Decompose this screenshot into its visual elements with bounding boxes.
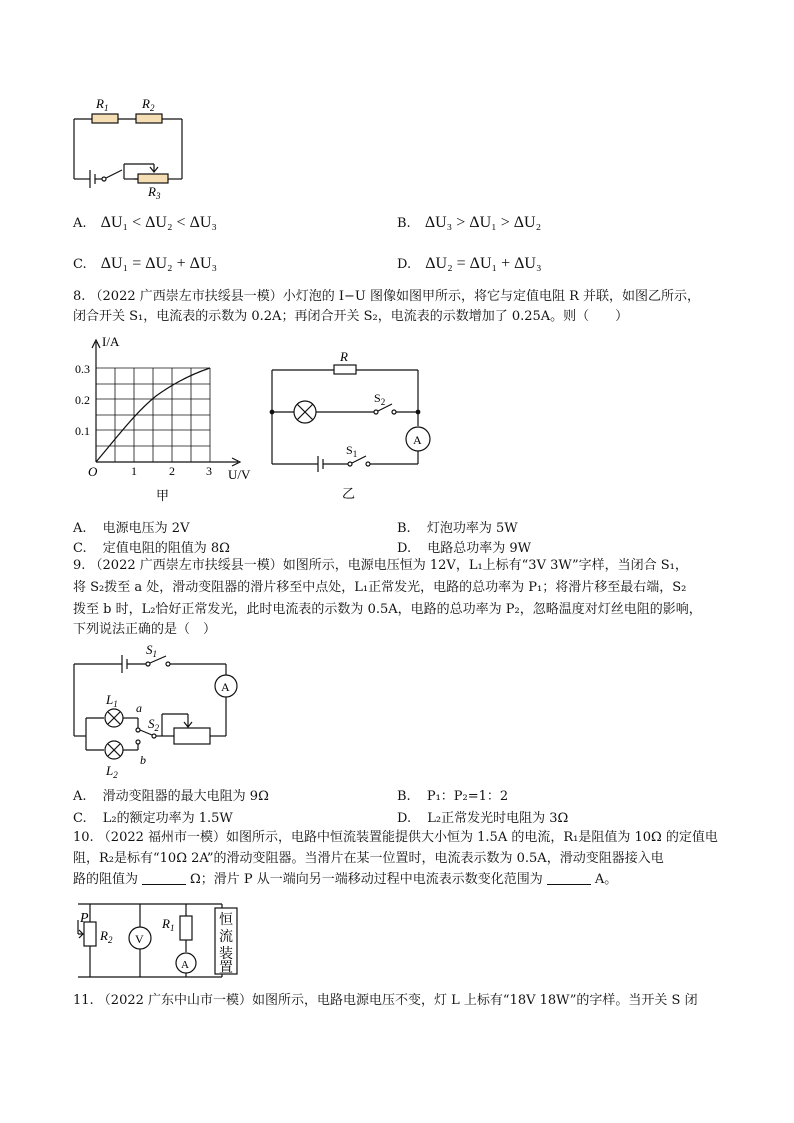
svg-text:R1 — [161, 916, 174, 933]
q7-r2-sub: 2 — [149, 103, 155, 113]
q8-s2-label: S — [374, 391, 381, 405]
q7-option-b[interactable] — [397, 214, 541, 232]
q10-p-label: P — [80, 911, 89, 926]
q8-graph-xtick: 1 — [131, 464, 137, 478]
q8-stem-line2: 闭合开关 S₁，电流表的示数为 0.2A；再闭合开关 S₂，电流表的示数增加了 0.25A。则（ ） — [73, 309, 629, 324]
q8-option-c[interactable] — [73, 537, 230, 556]
q8-circuit-caption: 乙 — [342, 486, 356, 501]
q8-graph-xlabel: U/V — [228, 467, 251, 482]
option-letter: B. — [397, 789, 411, 804]
svg-text:R1 — [95, 96, 108, 113]
q10-stem-line3 — [73, 869, 617, 891]
q8-ammeter-label: A — [413, 433, 422, 447]
option-letter: C. — [73, 541, 87, 556]
q9-option-b[interactable] — [397, 785, 508, 804]
q9-s2-sub: 2 — [154, 723, 159, 733]
q10-r1-label: R — [162, 916, 170, 931]
option-text: L₂正常发光时电阻为 3Ω — [427, 811, 569, 826]
q7-r2-label: R — [142, 96, 150, 111]
option-letter: D. — [397, 541, 412, 556]
q10-answer-blank-2[interactable] — [547, 870, 591, 885]
q8-graph-ytick: 0.1 — [75, 424, 90, 438]
option-letter: C. — [73, 811, 87, 826]
option-text: ΔU₁ = ΔU₂ + ΔU₃ — [100, 255, 218, 272]
q9-stem-line1: 9. （2022 广西崇左市扶绥县一模）如图所示，电源电压恒为 12V，L₁上标有“3V 3W”字样，当闭合 S₁， — [73, 558, 688, 573]
q10-stem-text: 路的阻值为 — [73, 872, 139, 887]
option-text: 电路总功率为 9W — [427, 541, 531, 556]
q9-l2-label: L — [106, 763, 114, 778]
q8-graph-ytick: 0.2 — [75, 393, 90, 407]
option-letter: B. — [397, 521, 411, 536]
q9-option-c[interactable] — [73, 807, 233, 826]
q8-graph-origin: O — [88, 464, 98, 479]
q10-r1-sub: 1 — [169, 923, 175, 933]
q9-s1-sub: 1 — [152, 649, 157, 659]
option-letter: D. — [397, 257, 412, 272]
q10-voltmeter-label: V — [135, 932, 144, 946]
svg-text:S1 — [346, 443, 357, 459]
q7-option-d[interactable] — [397, 255, 542, 273]
option-text: 电源电压为 2V — [102, 521, 190, 536]
q10-ammeter-label: A — [181, 959, 189, 971]
q8-option-a[interactable] — [73, 517, 189, 536]
option-text: L₂的额定功率为 1.5W — [102, 811, 233, 826]
svg-text:L2 — [105, 763, 118, 780]
q9-a-label: a — [136, 701, 142, 715]
svg-text:S2 — [374, 391, 385, 407]
q9-s1-label: S — [146, 642, 153, 657]
q8-r-label: R — [340, 349, 348, 364]
option-text: ΔU₁ < ΔU₂ < ΔU₃ — [100, 214, 217, 231]
q8-option-d[interactable] — [397, 537, 531, 556]
option-letter: A. — [73, 521, 87, 536]
q7-r1-sub: 1 — [103, 103, 109, 113]
q7-circuit-diagram — [66, 92, 190, 200]
option-text: P₁：P₂=1：2 — [426, 789, 509, 804]
q10-stem-line2: 阻，R₂是标有“10Ω 2A”的滑动变阻器。当滑片在某一位置时，电流表示数为 0.5A，滑动变阻器接入电 — [73, 851, 664, 866]
q10-box-char: 流 — [219, 930, 233, 945]
q10-box-char: 置 — [219, 961, 233, 976]
q7-r3-sub: 3 — [155, 191, 161, 200]
q8-stem-line1: 8. （2022 广西崇左市扶绥县一模）小灯泡的 I−U 图像如图甲所示，将它与定值电阻 R 并联，如图乙所示， — [73, 289, 701, 304]
q8-s1-label: S — [346, 443, 353, 457]
q8-option-b[interactable] — [397, 517, 518, 536]
option-text: 灯泡功率为 5W — [426, 521, 518, 536]
q10-box-char: 装 — [219, 947, 233, 962]
q9-b-label: b — [140, 753, 146, 767]
q10-box-char: 恒 — [219, 913, 233, 928]
q8-s1-sub: 1 — [352, 449, 358, 459]
svg-text:R3 — [147, 184, 161, 200]
q10-stem-text: Ω；滑片 P 从一端向另一端移动过程中电流表示数变化范围为 — [190, 872, 543, 887]
q7-r1-label: R — [96, 96, 104, 111]
q9-s2-label: S — [148, 716, 155, 731]
q9-l1-label: L — [106, 692, 114, 707]
q8-s2-sub: 2 — [380, 397, 386, 407]
svg-text:L1 — [105, 692, 118, 709]
q8-graph-ylabel: I/A — [102, 334, 120, 349]
option-letter: A. — [73, 216, 87, 231]
q9-ammeter-label: A — [221, 680, 230, 694]
q9-stem-line2: 将 S₂拨至 a 处，滑动变阻器的滑片移至中点处，L₁正常发光，电路的总功率为 P₁；将滑片移至最右端，S₂ — [73, 580, 687, 595]
option-letter: C. — [73, 257, 87, 272]
q10-r2-sub: 2 — [107, 935, 113, 945]
q10-circuit-diagram — [70, 898, 250, 984]
q9-circuit-diagram — [66, 642, 246, 780]
option-letter: B. — [397, 216, 411, 231]
q10-answer-blank-1[interactable] — [142, 870, 186, 885]
q8-iu-graph — [70, 332, 265, 508]
q10-stem-line1: 10. （2022 福州市一模）如图所示，电路中恒流装置能提供大小恒为 1.5A 的电流，R₁是阻值为 10Ω 的定值电 — [73, 830, 718, 845]
option-text: 滑动变阻器的最大电阻为 9Ω — [102, 789, 269, 804]
q9-l2-sub: 2 — [113, 770, 118, 780]
q8-circuit-diagram — [266, 348, 436, 504]
q9-option-a[interactable] — [73, 785, 269, 804]
q9-stem-line3: 拨至 b 时，L₂恰好正常发光，此时电流表的示数为 0.5A，电路的总功率为 P₂，忽略温度对灯丝电阻的影响， — [73, 602, 702, 617]
option-text: 定值电阻的阻值为 8Ω — [102, 541, 230, 556]
q11-stem-line1: 11. （2022 广东中山市一模）如图所示，电路电源电压不变，灯 L 上标有“18V 18W”的字样。当开关 S 闭 — [73, 993, 698, 1008]
option-letter: A. — [73, 789, 87, 804]
q9-option-d[interactable] — [397, 807, 568, 826]
svg-text:R2 — [99, 928, 113, 945]
svg-text:S1 — [146, 642, 157, 659]
q9-stem-line4: 下列说法正确的是（ ） — [73, 622, 217, 637]
option-letter: D. — [397, 811, 412, 826]
svg-text:S2 — [148, 716, 160, 733]
q8-graph-ytick: 0.3 — [75, 362, 90, 376]
svg-text:R2 — [141, 96, 155, 113]
option-text: ΔU₃ > ΔU₁ > ΔU₂ — [424, 214, 542, 231]
q7-option-c[interactable] — [73, 255, 217, 273]
q7-option-a[interactable] — [73, 214, 217, 232]
option-text: ΔU₂ = ΔU₁ + ΔU₃ — [425, 255, 542, 272]
q8-graph-xtick: 3 — [206, 464, 212, 478]
q10-stem-text: A。 — [594, 872, 618, 887]
q7-r3-label: R — [148, 184, 156, 199]
q10-r2-label: R — [100, 928, 108, 943]
q9-l1-sub: 1 — [113, 699, 118, 709]
q8-graph-caption: 甲 — [156, 488, 170, 503]
q8-graph-xtick: 2 — [169, 464, 175, 478]
